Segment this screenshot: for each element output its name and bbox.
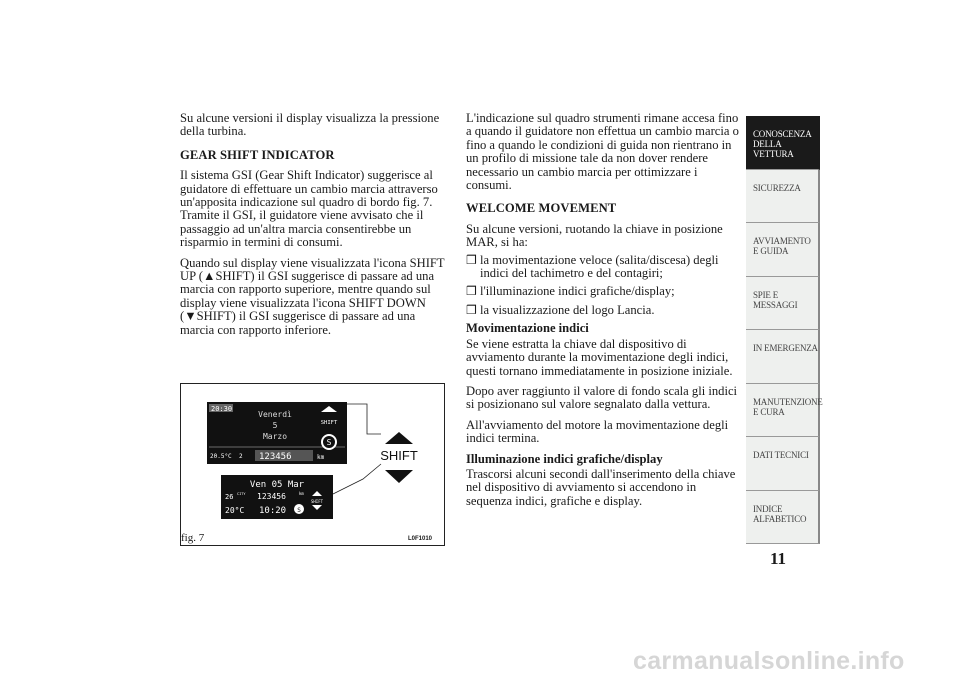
gsi-paragraph-1: Il sistema GSI (Gear Shift Indicator) suggerisce al guidatore di effettuare un cambio marcia attraverso un'apposita indicazione sul quadro di bordo fig. 7. Tramite il GSI, il guidatore viene avvisato che il passaggio ad un'altra marcia consentirebbe un risparmio in termini di consumi. bbox=[180, 168, 438, 250]
watermark: carmanualsonline.info bbox=[633, 647, 905, 675]
display-2-city: CITY bbox=[237, 492, 246, 496]
right-column bbox=[466, 112, 742, 515]
big-shift-label: SHIFT bbox=[380, 448, 418, 463]
display-2-odometer-unit: km bbox=[299, 491, 304, 496]
display-2-left-top: 26 bbox=[225, 493, 234, 501]
gsi-heading: GEAR SHIFT INDICATOR bbox=[180, 147, 335, 162]
welcome-paragraph: Su alcune versioni, ruotando la chiave in posizione MAR, si ha: bbox=[466, 221, 723, 250]
display-1-shift-label: SHIFT bbox=[320, 420, 338, 426]
chapter-tabs bbox=[746, 116, 823, 544]
display-1-odometer-unit: km bbox=[317, 454, 325, 461]
display-1-temp: 20.5°C bbox=[210, 453, 232, 460]
tab-dati-tecnici[interactable]: DATI TECNICI bbox=[746, 437, 820, 491]
display-2-time: 10:20 bbox=[259, 506, 287, 516]
left-column bbox=[180, 112, 452, 344]
figure-7 bbox=[180, 383, 445, 546]
tab-emergenza[interactable]: IN EMERGENZA bbox=[746, 330, 820, 384]
checkbox-icon: ❒ bbox=[466, 284, 477, 299]
display-2-odometer: 123456 bbox=[257, 492, 286, 501]
indication-paragraph: L'indicazione sul quadro strumenti rimane accesa fino a quando il guidatore non effettua un cambio marcia o fino a quando le condizioni di guida non rientrano in un profilo di missione tale da non dover rendere necessario un cambio marcia per ottimizzare i consumi. bbox=[466, 111, 739, 193]
welcome-list bbox=[466, 254, 742, 318]
movimentazione-subheading: Movimentazione indici bbox=[466, 321, 589, 336]
list-item: ❒ l'illuminazione indici grafiche/display; bbox=[466, 284, 675, 299]
movimentazione-paragraph-3: All'avviamento del motore la movimentazione degli indici termina. bbox=[466, 417, 729, 446]
welcome-heading: WELCOME MOVEMENT bbox=[466, 201, 617, 216]
tab-avviamento[interactable]: AVVIAMENTO E GUIDA bbox=[746, 223, 820, 277]
display-1-odometer: 123456 bbox=[259, 452, 292, 462]
display-1-month: Marzo bbox=[262, 432, 288, 441]
svg-text:S: S bbox=[326, 438, 332, 447]
display-1-day: Venerdì bbox=[258, 410, 292, 419]
display-1-date: 5 bbox=[272, 421, 278, 430]
illuminazione-paragraph: Trascorsi alcuni secondi dall'inserimento della chiave nel dispositivo di avviamento si accendono in sequenza indici, grafiche e display. bbox=[466, 466, 736, 508]
tab-spie[interactable]: SPIE E MESSAGGI bbox=[746, 277, 820, 331]
display-2-header: Ven 05 Mar bbox=[249, 480, 305, 490]
tab-indice[interactable]: INDICE ALFABETICO bbox=[746, 491, 820, 545]
tab-sicurezza[interactable]: SICUREZZA bbox=[746, 170, 820, 224]
checkbox-icon: ❒ bbox=[466, 252, 477, 267]
display-1-time: 20:30 bbox=[211, 405, 233, 413]
display-2-temp: 20°C bbox=[225, 506, 245, 515]
shift-down-arrow-icon bbox=[385, 470, 413, 483]
checkbox-icon: ❒ bbox=[466, 302, 477, 317]
list-item: ❒ la visualizzazione del logo Lancia. bbox=[466, 302, 655, 317]
movimentazione-paragraph-2: Dopo aver raggiunto il valore di fondo scala gli indici si posizionano sul valore segnalato dalla vettura. bbox=[466, 383, 738, 412]
figure-code: L0F1010 bbox=[408, 536, 433, 542]
instrument-display-illustration bbox=[181, 384, 444, 545]
intro-paragraph: Su alcune versioni il display visualizza la pressione della turbina. bbox=[180, 111, 440, 139]
figure-label: fig. 7 bbox=[181, 532, 205, 544]
tab-conoscenza[interactable]: CONOSCENZA DELLA VETTURA bbox=[746, 116, 820, 170]
display-1-trip: 2 bbox=[239, 453, 243, 460]
illuminazione-subheading: Illuminazione indici grafiche/display bbox=[466, 451, 663, 466]
movimentazione-paragraph-1: Se viene estratta la chiave dal dispositivo di avviamento durante la movimentazione degli indici, questi tornano immediatamente in posizione iniziale. bbox=[466, 336, 733, 378]
page-number: 11 bbox=[770, 549, 787, 568]
shift-up-arrow-icon bbox=[385, 432, 413, 444]
display-2-shift-label: SHIFT bbox=[310, 499, 324, 504]
gsi-paragraph-2: Quando sul display viene visualizzata l'icona SHIFT UP (▲SHIFT) il GSI suggerisce di passare ad una marcia con rapporto superiore, mentre quando sul display viene visualizzata l'icona SHIFT DOWN (▼SHIFT) il GSI suggerisce di passare ad una marcia con rapporto inferiore. bbox=[180, 255, 445, 337]
svg-text:S: S bbox=[297, 507, 301, 514]
list-item: ❒ la movimentazione veloce (salita/discesa) degli indici del tachimetro e del contagiri; bbox=[466, 252, 719, 281]
tab-manutenzione[interactable]: MANUTENZIONE E CURA bbox=[746, 384, 820, 438]
